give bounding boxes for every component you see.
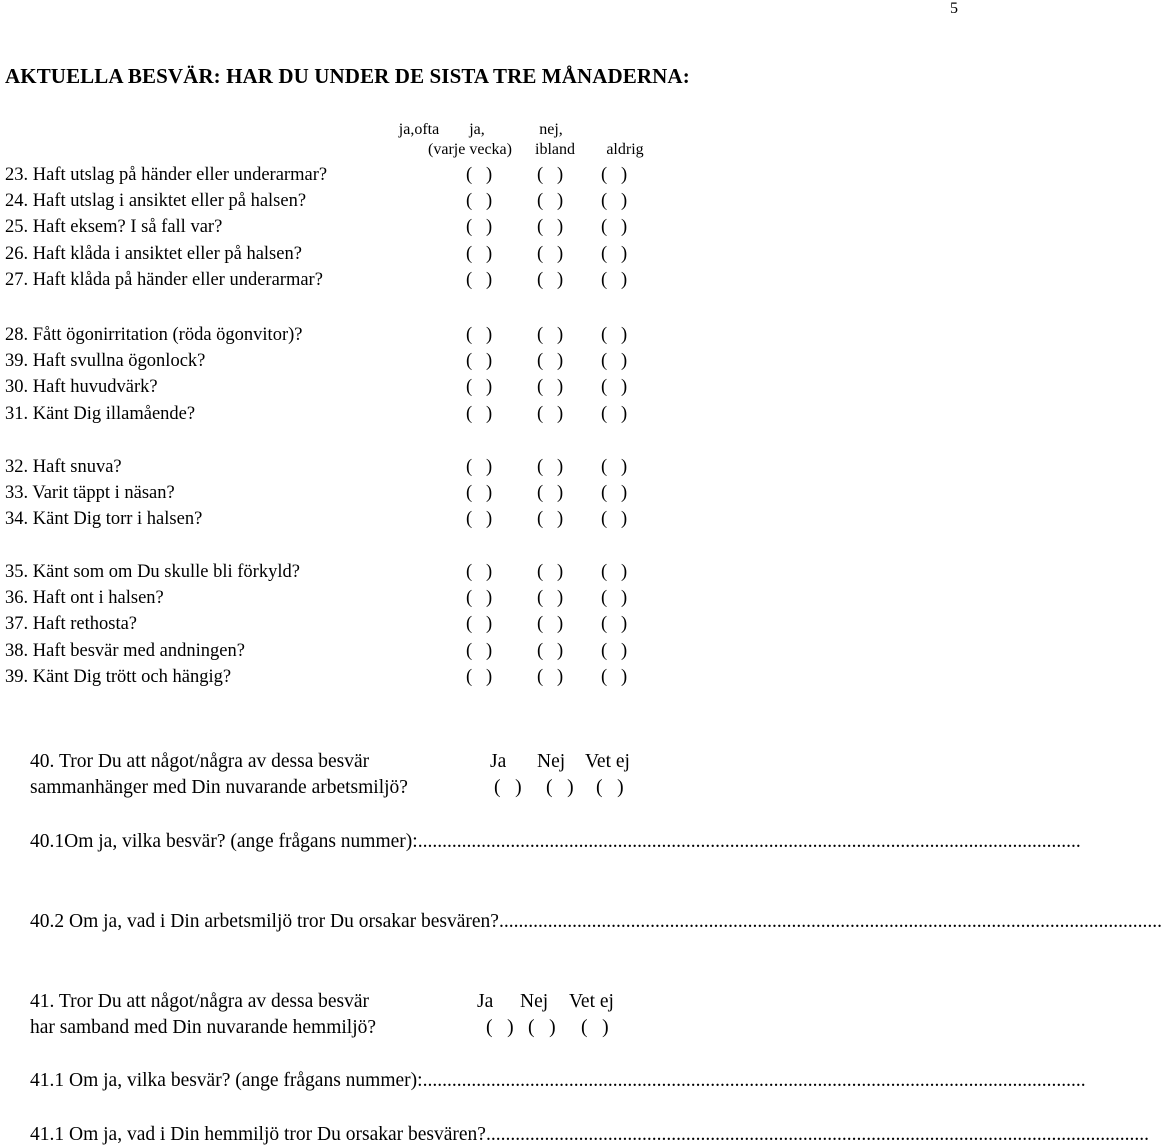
answer-option-ja[interactable]: ( ) <box>537 404 564 424</box>
answer-option-ja[interactable]: ( ) <box>537 562 564 582</box>
q40-line1: Tror Du att något/några av dessa besvär <box>59 751 370 772</box>
q41-answer-ja: Ja <box>477 991 494 1012</box>
question-text: 23. Haft utslag på händer eller underarmar? <box>5 165 328 185</box>
answer-option-ja[interactable]: ( ) <box>537 217 564 237</box>
answer-option-ja-ofta[interactable]: ( ) <box>466 217 493 237</box>
q40-option-vet-ej[interactable]: ( ) <box>596 777 624 798</box>
answer-option-nej[interactable]: ( ) <box>601 325 628 345</box>
answer-option-ja-ofta[interactable]: ( ) <box>466 457 493 477</box>
question-text: 35. Känt som om Du skulle bli förkyld? <box>5 562 300 582</box>
q40-number: 40. <box>30 751 55 772</box>
question-text: 37. Haft rethosta? <box>5 614 138 634</box>
answer-option-nej[interactable]: ( ) <box>601 483 628 503</box>
q40-2-label: 40.2 Om ja, vad i Din arbetsmiljö tror Du orsakar besvären? <box>30 911 499 932</box>
answer-option-ja[interactable]: ( ) <box>537 483 564 503</box>
answer-option-ja-ofta[interactable]: ( ) <box>466 562 493 582</box>
q41-answer-vet-ej: Vet ej <box>569 991 614 1012</box>
column-header-ofta-sub: (varje vecka) <box>428 141 512 158</box>
question-text: 27. Haft klåda på händer eller underarmar? <box>5 270 323 290</box>
question-text: 32. Haft snuva? <box>5 457 122 477</box>
q41-option-vet-ej[interactable]: ( ) <box>581 1017 609 1038</box>
survey-heading: AKTUELLA BESVÄR: HAR DU UNDER DE SISTA TRE MÅNADERNA: <box>5 64 690 88</box>
answer-option-ja-ofta[interactable]: ( ) <box>466 588 493 608</box>
answer-option-nej[interactable]: ( ) <box>601 404 628 424</box>
question-text: 39. Känt Dig trött och hängig? <box>5 667 232 687</box>
answer-option-ja[interactable]: ( ) <box>537 614 564 634</box>
q40-2-line[interactable] <box>30 909 1162 935</box>
answer-option-nej[interactable]: ( ) <box>601 270 628 290</box>
answer-option-nej[interactable]: ( ) <box>601 614 628 634</box>
answer-option-ja-ofta[interactable]: ( ) <box>466 377 493 397</box>
answer-option-nej[interactable]: ( ) <box>601 191 628 211</box>
q41-answer-nej: Nej <box>520 991 549 1012</box>
answer-option-nej[interactable]: ( ) <box>601 351 628 371</box>
answer-option-ja[interactable]: ( ) <box>537 325 564 345</box>
q40-2-answer-dots: ........................................................................................................................................ <box>498 911 1162 932</box>
answer-option-ja-ofta[interactable]: ( ) <box>466 191 493 211</box>
q41-1b-label: 41.1 Om ja, vad i Din hemmiljö tror Du orsakar besvären? <box>30 1124 486 1145</box>
question-text: 24. Haft utslag i ansiktet eller på halsen? <box>5 191 307 211</box>
answer-option-nej[interactable]: ( ) <box>601 641 628 661</box>
answer-option-ja-ofta[interactable]: ( ) <box>466 165 493 185</box>
q40-answer-nej: Nej <box>537 751 566 772</box>
q40-option-nej[interactable]: ( ) <box>546 777 574 798</box>
column-header-aldrig: aldrig <box>606 141 644 158</box>
answer-option-nej[interactable]: ( ) <box>601 165 628 185</box>
answer-option-ja-ofta[interactable]: ( ) <box>466 351 493 371</box>
answer-option-ja-ofta[interactable]: ( ) <box>466 270 493 290</box>
question-text: 39. Haft svullna ögonlock? <box>5 351 206 371</box>
question-text: 25. Haft eksem? I så fall var? <box>5 217 223 237</box>
q41-option-nej[interactable]: ( ) <box>528 1017 556 1038</box>
q40-option-ja[interactable]: ( ) <box>494 777 522 798</box>
answer-option-ja[interactable]: ( ) <box>537 457 564 477</box>
answer-option-ja[interactable]: ( ) <box>537 509 564 529</box>
q40-line2: sammanhänger med Din nuvarande arbetsmiljö? <box>30 777 408 798</box>
q40-answer-ja: Ja <box>490 751 507 772</box>
answer-option-nej[interactable]: ( ) <box>601 509 628 529</box>
answer-option-ja[interactable]: ( ) <box>537 165 564 185</box>
q41-line2: har samband med Din nuvarande hemmiljö? <box>30 1017 377 1038</box>
answer-option-ja[interactable]: ( ) <box>537 588 564 608</box>
q40-answer-vet-ej: Vet ej <box>585 751 630 772</box>
question-text: 31. Känt Dig illamående? <box>5 404 196 424</box>
question-text: 26. Haft klåda i ansiktet eller på halsen? <box>5 244 302 264</box>
answer-option-nej[interactable]: ( ) <box>601 244 628 264</box>
answer-option-nej[interactable]: ( ) <box>601 562 628 582</box>
answer-option-ja[interactable]: ( ) <box>537 377 564 397</box>
answer-option-nej[interactable]: ( ) <box>601 217 628 237</box>
question-text: 36. Haft ont i halsen? <box>5 588 164 608</box>
q41-1-answer-dots: ........................................................................................................................................ <box>422 1070 1086 1091</box>
q41-1-label: 41.1 Om ja, vilka besvär? (ange frågans nummer): <box>30 1070 423 1091</box>
answer-option-nej[interactable]: ( ) <box>601 377 628 397</box>
answer-option-ja-ofta[interactable]: ( ) <box>466 483 493 503</box>
answer-option-ja-ofta[interactable]: ( ) <box>466 404 493 424</box>
question-text: 30. Haft huvudvärk? <box>5 377 158 397</box>
column-header-ibland: ibland <box>535 141 575 158</box>
q41-line1: 41. Tror Du att något/några av dessa besvär <box>30 991 370 1012</box>
question-text: 28. Fått ögonirritation (röda ögonvitor)? <box>5 325 303 345</box>
question-text: 38. Haft besvär med andningen? <box>5 641 245 661</box>
column-header-ofta: ja,ofta <box>398 121 440 138</box>
answer-option-ja-ofta[interactable]: ( ) <box>466 325 493 345</box>
answer-option-nej[interactable]: ( ) <box>601 667 628 687</box>
q40-1-line[interactable] <box>30 829 1081 855</box>
q41-1-line[interactable] <box>30 1068 1086 1094</box>
answer-option-ja-ofta[interactable]: ( ) <box>466 641 493 661</box>
answer-option-ja[interactable]: ( ) <box>537 244 564 264</box>
answer-option-ja[interactable]: ( ) <box>537 191 564 211</box>
page-number: 5 <box>950 0 958 17</box>
q41-1b-answer-dots: ........................................................................................................................................ <box>485 1124 1149 1145</box>
answer-option-ja-ofta[interactable]: ( ) <box>466 509 493 529</box>
answer-option-ja[interactable]: ( ) <box>537 641 564 661</box>
column-header-nej: nej, <box>539 121 563 138</box>
answer-option-ja[interactable]: ( ) <box>537 351 564 371</box>
answer-option-nej[interactable]: ( ) <box>601 588 628 608</box>
answer-option-nej[interactable]: ( ) <box>601 457 628 477</box>
q41-option-ja[interactable]: ( ) <box>486 1017 514 1038</box>
column-header-ja: ja, <box>469 121 485 138</box>
q40-1-label: 40.1Om ja, vilka besvär? (ange frågans nummer): <box>30 831 418 852</box>
question-text: 33. Varit täppt i näsan? <box>5 483 175 503</box>
q41-1b-line[interactable] <box>30 1122 1149 1148</box>
answer-option-ja[interactable]: ( ) <box>537 270 564 290</box>
answer-option-ja-ofta[interactable]: ( ) <box>466 244 493 264</box>
answer-option-ja[interactable]: ( ) <box>537 667 564 687</box>
answer-option-ja-ofta[interactable]: ( ) <box>466 614 493 634</box>
question-text: 34. Känt Dig torr i halsen? <box>5 509 203 529</box>
q40-1-answer-dots: ........................................................................................................................................ <box>417 831 1081 852</box>
answer-option-ja-ofta[interactable]: ( ) <box>466 667 493 687</box>
